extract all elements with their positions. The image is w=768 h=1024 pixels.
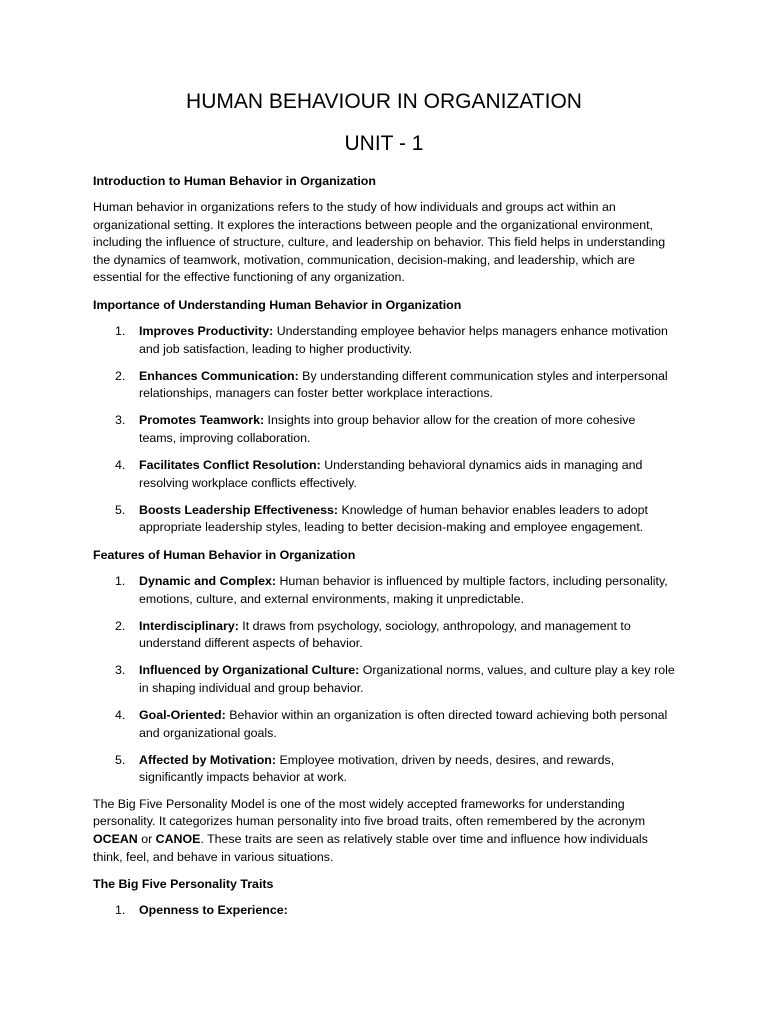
list-number: 3. bbox=[115, 663, 126, 678]
item-text: Employee motivation, driven by needs, desires, and rewards, significantly impacts behavior at work. bbox=[139, 752, 615, 785]
item-text: Behavior within an organization is often directed toward achieving both personal and organizational goals. bbox=[139, 707, 668, 740]
list-number: 4. bbox=[115, 458, 126, 473]
list-number: 2. bbox=[115, 368, 126, 383]
item-text: Understanding employee behavior helps managers enhance motivation and job satisfaction, leading to higher productivity. bbox=[139, 323, 668, 356]
intro-text-part: . These traits are seen as relatively stable over time and influence how individuals think, feel, and behave in various situations. bbox=[93, 832, 648, 864]
features-list bbox=[93, 573, 675, 787]
acronym-ocean: OCEAN bbox=[93, 832, 138, 847]
item-term: Goal-Oriented: bbox=[139, 707, 226, 722]
list-item bbox=[93, 368, 675, 403]
big-five-heading: The Big Five Personality Traits bbox=[93, 877, 274, 892]
list-item bbox=[93, 502, 675, 537]
item-term: Improves Productivity: bbox=[139, 323, 274, 338]
list-number: 4. bbox=[115, 707, 126, 722]
importance-list bbox=[93, 323, 675, 537]
list-item bbox=[93, 573, 675, 608]
list-item bbox=[93, 662, 675, 697]
item-term: Influenced by Organizational Culture: bbox=[139, 663, 360, 678]
acronym-canoe: CANOE bbox=[155, 832, 201, 847]
list-item bbox=[93, 752, 675, 787]
unit-title: UNIT - 1 bbox=[344, 132, 424, 155]
list-item bbox=[93, 707, 675, 742]
list-number: 1. bbox=[115, 573, 126, 588]
list-number: 2. bbox=[115, 618, 126, 633]
list-number: 3. bbox=[115, 413, 126, 428]
importance-heading: Importance of Understanding Human Behavior in Organization bbox=[93, 297, 462, 312]
big-five-list bbox=[93, 902, 675, 920]
item-term: Dynamic and Complex: bbox=[139, 573, 277, 588]
item-text: Knowledge of human behavior enables leaders to adopt appropriate leadership styles, leading to better decision-making and employee engagement. bbox=[139, 502, 648, 535]
intro-text-part: The Big Five Personality Model is one of the most widely accepted frameworks for understanding personality. It categorizes human personality into five broad traits, often remembered by the acronym bbox=[93, 796, 646, 829]
item-text: By understanding different communication styles and interpersonal relationships, managers can foster better workplace interactions. bbox=[139, 368, 668, 401]
item-text: Human behavior is influenced by multiple factors, including personality, emotions, culture, and external environments, making it unpredictable. bbox=[139, 573, 668, 606]
item-text: Insights into group behavior allow for the creation of more cohesive teams, improving collaboration. bbox=[139, 413, 636, 445]
document-title: HUMAN BEHAVIOUR IN ORGANIZATION bbox=[186, 90, 582, 113]
item-term: Facilitates Conflict Resolution: bbox=[139, 458, 321, 473]
list-item bbox=[93, 412, 675, 447]
item-term: Promotes Teamwork: bbox=[139, 413, 265, 428]
features-heading: Features of Human Behavior in Organization bbox=[93, 547, 356, 562]
list-item bbox=[93, 457, 675, 492]
intro-heading: Introduction to Human Behavior in Organization bbox=[93, 174, 376, 188]
list-item bbox=[93, 618, 675, 653]
item-term: Enhances Communication: bbox=[139, 368, 299, 383]
item-term: Openness to Experience: bbox=[139, 903, 288, 918]
intro-paragraph: Human behavior in organizations refers to the study of how individuals and groups act within an organizational setting. It explores the interactions between people and the organizational environment, including the influence of structure, culture, and leadership on behavior. This field helps in understanding the dynamics of teamwork, motivation, communication, decision-making, and leadership, which are essential for the effective functioning of any organization. bbox=[93, 200, 666, 285]
item-term: Affected by Motivation: bbox=[139, 752, 276, 767]
list-number: 1. bbox=[115, 323, 126, 338]
big-five-intro-paragraph bbox=[93, 796, 675, 866]
item-term: Interdisciplinary: bbox=[139, 618, 239, 633]
item-text: Organizational norms, values, and culture play a key role in shaping individual and group behavior. bbox=[139, 663, 675, 695]
list-item bbox=[93, 902, 675, 920]
list-number: 1. bbox=[115, 903, 126, 918]
item-text: Understanding behavioral dynamics aids in managing and resolving workplace conflicts effectively. bbox=[139, 458, 643, 490]
item-term: Boosts Leadership Effectiveness: bbox=[139, 502, 339, 517]
list-number: 5. bbox=[115, 752, 126, 767]
intro-text-part: or bbox=[137, 832, 156, 847]
item-text: It draws from psychology, sociology, anthropology, and management to understand different aspects of behavior. bbox=[139, 618, 631, 651]
list-item bbox=[93, 323, 675, 358]
list-number: 5. bbox=[115, 502, 126, 517]
